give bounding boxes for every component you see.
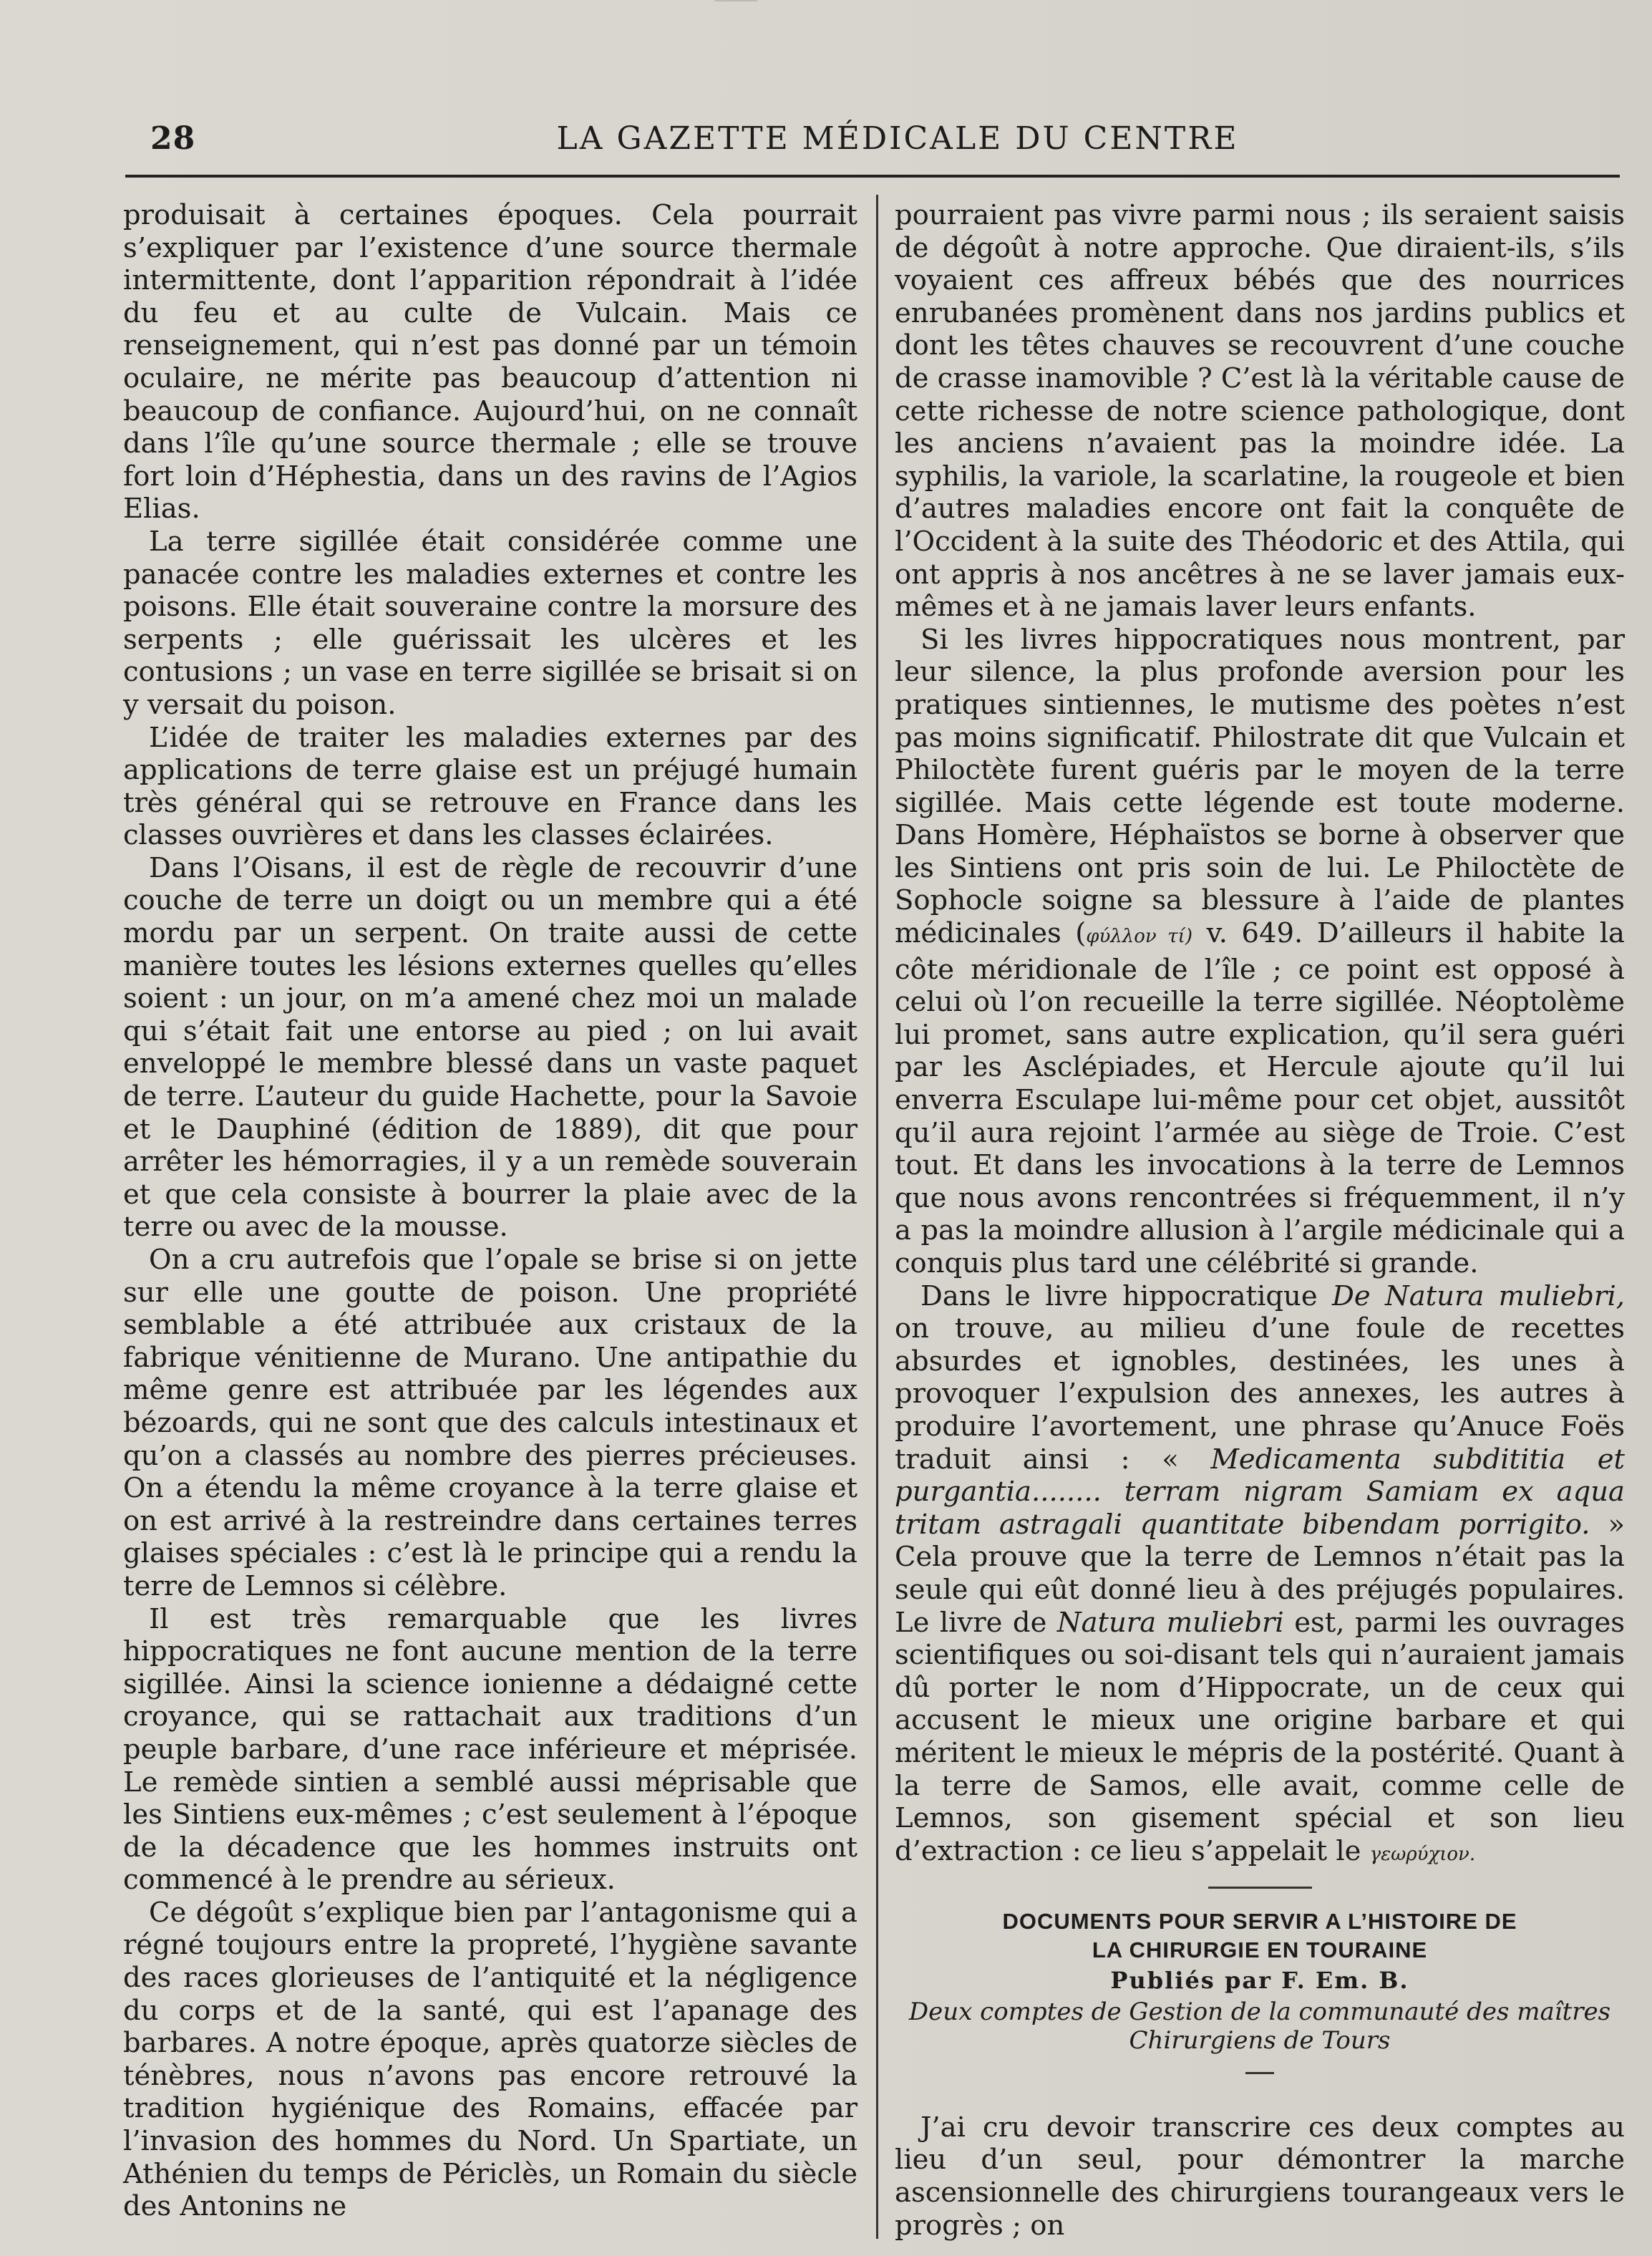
- paragraph: pourraient pas vivre parmi nous ; ils seraient saisis de dégoût à notre approche. Que diraient-ils, s’ils voyaient ces affreux bébés que des nourrices enrubanées promènent dans nos jardins publics et dont les têtes chauves se recouvrent d’une couche de crasse inamovible ? C’est là la véritable cause de cette richesse de notre science pathologique, dont les anciens n’avaient pas la moindre idée. La syphilis, la variole, la scarlatine, la rougeole et bien d’autres maladies encore ont fait la conquête de l’Occident à la suite des Théodoric et des Attila, qui ont appris à nos ancêtres à ne se laver jamais eux-mêmes et à ne jamais laver leurs enfants.: [895, 199, 1625, 624]
- paragraph: produisait à certaines époques. Cela pourrait s’expliquer par l’existence d’une source thermale intermittente, dont l’apparition répondrait à l’idée du feu et au culte de Vulcain. Mais ce renseignement, qui n’est pas donné par un témoin oculaire, ne mérite pas beaucoup d’attention ni beaucoup de confiance. Aujourd’hui, on ne connaît dans l’île qu’une source thermale ; elle se trouve fort loin d’Héphestia, dans un des ravins de l’Agios Elias.: [123, 199, 857, 526]
- journal-title: LA GAZETTE MÉDICALE DU CENTRE: [556, 120, 1239, 157]
- section-heading-line: LA CHIRURGIE EN TOURAINE: [1092, 1937, 1428, 1963]
- paragraph: Il est très remarquable que les livres hippocratiques ne font aucune mention de la terre sigillée. Ainsi la science ionienne a dédaigné cette croyance, qui se rattachait aux traditions d’un peuple barbare, d’une race inférieure et méprisée. Le remède sintien a semblé aussi méprisable que les Sintiens eux-mêmes ; c’est seulement à l’époque de la décadence que les hommes instruits ont commencé à le prendre au sérieux.: [123, 1602, 857, 1897]
- paragraph-text: v. 649. D’ailleurs il habite la côte méridionale de l’île ; ce point est opposé à celui où l’on recueille la terre sigillée. Néoptolème lui promet, sans autre explication, qu’il sera guéri par les Asclépiades, et Hercule ajoute qu’il lui enverra Esculape lui-même pour cet objet, aussitôt qu’il aura rejoint l’armée au siège de Troie. C’est tout. Et dans les invocations à la terre de Lemnos que nous avons rencontrées si fréquemment, il n’y a pas la moindre allusion à l’argile médicinale qui a conquis plus tard une célébrité si grande.: [895, 917, 1625, 1279]
- section-heading-line: DOCUMENTS POUR SERVIR A L’HISTOIRE DE: [1002, 1909, 1517, 1935]
- paragraph: J’ai cru devoir transcrire ces deux comptes au lieu d’un seul, pour démontrer la marche ascensionnelle des chirurgiens tourangeaux vers le progrès ; on: [895, 2111, 1625, 2242]
- latin-quote: Medicamenta subdititia et purgantia........ terram nigram Samiam ex aqua tritam astragali quantitate bibendam porrigito.: [895, 1443, 1625, 1541]
- paragraph: Dans l’Oisans, il est de règle de recouvrir d’une couche de terre un doigt ou un membre qui a été mordu par un serpent. On traite aussi de cette manière toutes les lésions externes quelles qu’elles soient : un jour, on m’a amené chez moi un malade qui s’était fait une entorse au pied ; on lui avait enveloppé le membre blessé dans un vaste paquet de terre. L’auteur du guide Hachette, pour la Savoie et le Dauphiné (édition de 1889), dit que pour arrêter les hémorragies, il y a un remède souverain et que cela consiste à bourrer la plaie avec de la terre ou avec de la mousse.: [123, 851, 857, 1244]
- paragraph-text: » Cela prouve que la terre de Lemnos n’était pas la seule qui eût donné lieu à des préjugés populaires. Le livre de: [895, 1508, 1625, 1639]
- book-title: De Natura muliebri,: [1332, 1279, 1625, 1312]
- paragraph: L’idée de traiter les maladies externes par des applications de terre glaise est un préjugé humain très général qui se retrouve en France dans les classes ouvrières et dans les classes éclairées.: [123, 721, 857, 852]
- header-rule: [125, 175, 1620, 178]
- section-divider: [1208, 1887, 1312, 1889]
- paragraph: [895, 1280, 1625, 1872]
- paragraph: La terre sigillée était considérée comme une panacée contre les maladies externes et contre les poisons. Elle était souveraine contre la morsure des serpents ; elle guérissait les ulcères et les contusions ; un vase en terre sigillée se brisait si on y versait du poison.: [123, 525, 857, 721]
- paragraph-text: Dans le livre hippocratique: [920, 1279, 1318, 1312]
- book-title: Natura muliebri: [1056, 1606, 1284, 1639]
- right-column: [895, 199, 1625, 2242]
- subtitle-divider: [1245, 2072, 1274, 2074]
- greek-phrase: γεωρύχιον.: [1369, 1843, 1476, 1865]
- folded-corner: [714, 0, 774, 30]
- section-subtitle: Deux comptes de Gestion de la communauté des maîtres Chirurgiens de Tours: [908, 1997, 1611, 2055]
- column-separator: [876, 195, 878, 2239]
- paragraph: Si les livres hippocratiques nous montrent, par leur silence, la plus profonde aversion pour les pratiques sintiennes, le mutisme des poètes n’est pas moins significatif. Philostrate dit que Vulcain et Philoctète furent guéris par le moyen de la terre sigillée. Mais cette légende est toute moderne. Dans Homère, Héphaïstos se borne à observer que les Sintiens ont pris soin de lui. Le Philoctète de Sophocle soigne sa blessure à l’aide de plantes médicinales (φύλλον τί) v. 649. D’ailleurs il habite la côte méridionale de l’île ; ce point est opposé à celui où l’on recueille la terre sigillée. Néoptolème lui promet, sans autre explication, qu’il sera guéri par les Asclépiades, et Hercule ajoute qu’il lui enverra Esculape lui-même pour cet objet, aussitôt qu’il aura rejoint l’armée au siège de Troie. C’est tout. Et dans les invocations à la terre de Lemnos que nous avons rencontrées si fréquemment, il n’y a pas la moindre allusion à l’argile médicinale qui a conquis plus tard une célébrité si grande.: [895, 623, 1625, 1279]
- paragraph: Ce dégoût s’explique bien par l’antagonisme qui a régné toujours entre la propreté, l’hygiène savante des races glorieuses de l’antiquité et la négligence du corps et de la santé, qui est l’apanage des barbares. A notre époque, après quatorze siècles de ténèbres, nous n’avons pas encore retrouvé la tradition hygiénique des Romains, effacée par l’invasion des hommes du Nord. Un Spartiate, un Athénien du temps de Périclès, un Romain du siècle des Antonins ne: [123, 1896, 857, 2223]
- greek-phrase: φύλλον τί): [1086, 926, 1193, 948]
- left-column: [123, 199, 857, 2223]
- running-header: [122, 120, 1616, 163]
- paragraph-text: on trouve, au milieu d’une foule de recettes absurdes et ignobles, destinées, les unes à provoquer l’expulsion des annexes, les autres à produire l’avortement, une phrase qu’Anuce Foës traduit ainsi : «: [895, 1312, 1625, 1476]
- page-number: 28: [150, 120, 196, 157]
- paragraph-text: Si les livres hippocratiques nous montrent, par leur silence, la plus profonde aversion pour les pratiques sintiennes, le mutisme des poètes n’est pas moins significatif. Philostrate dit que Vulcain et Philoctète furent guéris par le moyen de la terre sigillée. Mais cette légende est toute moderne. Dans Homère, Héphaïstos se borne à observer que les Sintiens ont pris soin de lui. Le Philoctète de Sophocle soigne sa blessure à l’aide de plantes médicinales: [895, 623, 1625, 950]
- byline: Publiés par F. Em. B.: [1110, 1967, 1409, 1995]
- paragraph: On a cru autrefois que l’opale se brise si on jette sur elle une goutte de poison. Une propriété semblable a été attribuée aux cristaux de la fabrique vénitienne de Murano. Une antipathie du même genre est attribuée par les légendes aux bézoards, qui ne sont que des calculs intestinaux et qu’on a classés au nombre des pierres précieuses. On a étendu la même croyance à la terre glaise et on est arrivé à la restreindre dans certaines terres glaises spéciales : c’est là le principe qui a rendu la terre de Lemnos si célèbre.: [123, 1244, 857, 1602]
- paragraph-text: est, parmi les ouvrages scientifiques ou soi-disant tels qui n’auraient jamais dû porter le nom d’Hippocrate, un de ceux qui accusent le mieux une origine barbare et qui méritent le mieux le mépris de la postérité. Quant à la terre de Samos, elle avait, comme celle de Lemnos, son gisement spécial et son lieu d’extraction : ce lieu s’appelait le: [895, 1606, 1625, 1867]
